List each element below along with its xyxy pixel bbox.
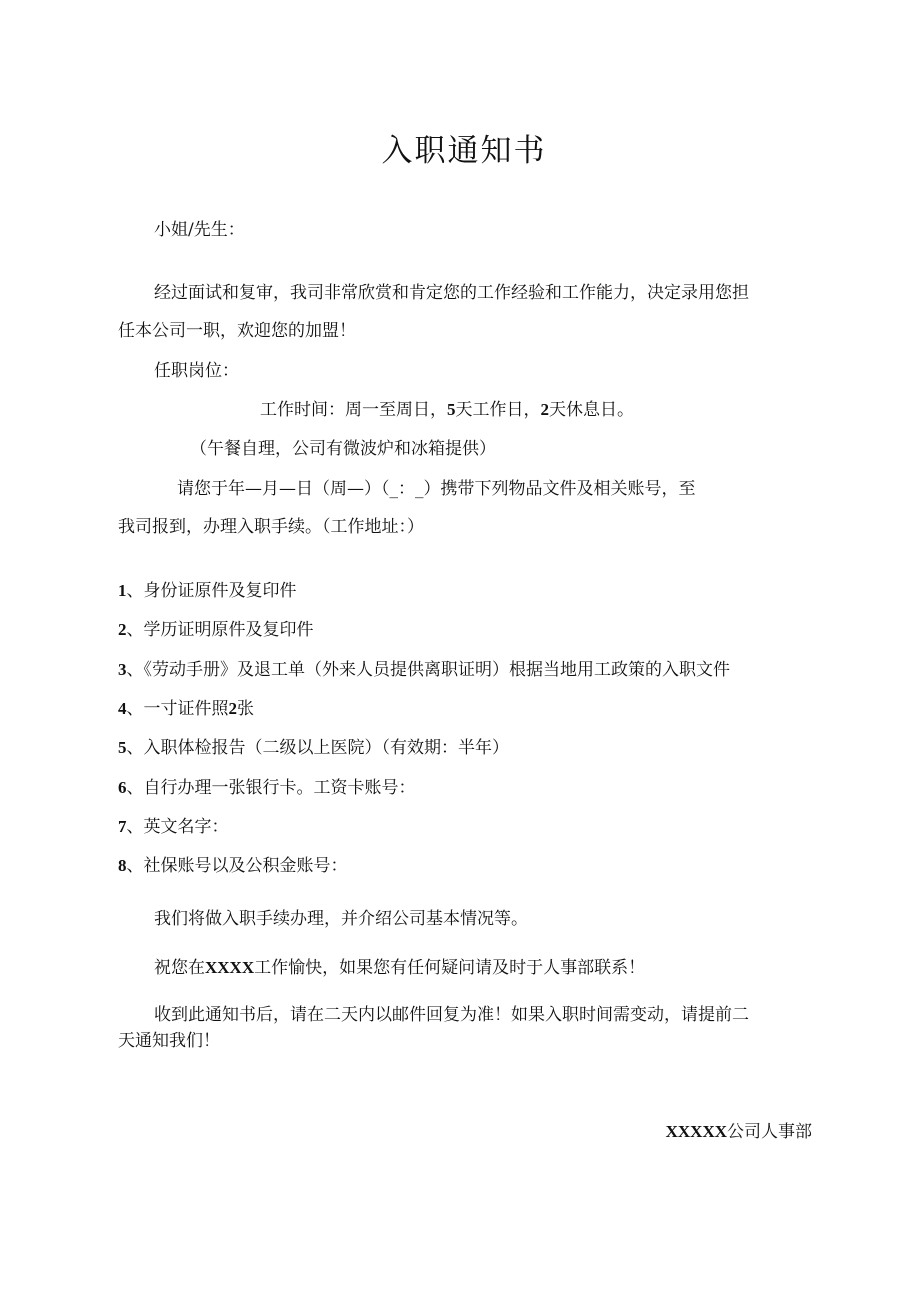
list-item-number: 4: [118, 699, 127, 718]
company-placeholder: XXXX: [205, 958, 255, 977]
list-item-number: 6: [118, 778, 127, 797]
list-item: [118, 853, 348, 879]
work-time-line: [260, 397, 634, 423]
signature-company: XXXXX: [665, 1122, 727, 1141]
closing-paragraph-2: [154, 955, 645, 981]
photo-count-unit: 张: [237, 699, 254, 719]
list-item: [118, 696, 254, 722]
closing-2-prefix: 祝您在: [154, 958, 205, 978]
list-item-number: 7: [118, 817, 127, 836]
signature-dept: 公司人事部: [727, 1122, 812, 1142]
list-item: [118, 617, 314, 643]
list-item: [118, 735, 509, 761]
closing-paragraph-3-line-2: 天通知我们！: [118, 1031, 220, 1051]
work-days-number: 5: [447, 400, 456, 419]
work-days-text: 天工作日，: [455, 400, 541, 420]
work-time-prefix: 工作时间：周一至周日，: [260, 400, 447, 420]
list-item-text: 、英文名字：: [126, 817, 229, 837]
list-item-number: 1: [118, 581, 127, 600]
list-item-number: 5: [118, 738, 127, 757]
document-title: 入职通知书: [381, 133, 547, 169]
list-item-number: 8: [118, 856, 127, 875]
lunch-note: （午餐自理，公司有微波炉和冰箱提供）: [190, 439, 496, 459]
signature: [666, 1119, 812, 1145]
list-item-text: 、入职体检报告（二级以上医院）（有效期：半年）: [126, 738, 509, 758]
list-item-number: 3: [118, 660, 127, 679]
list-item: [118, 578, 297, 604]
list-item: [118, 814, 229, 840]
list-item: [118, 775, 416, 801]
rest-days-number: 2: [540, 400, 549, 419]
position-label: 任职岗位：: [154, 361, 239, 381]
intro-paragraph-line-1: 经过面试和复审，我司非常欣赏和肯定您的工作经验和工作能力，决定录用您担: [154, 283, 749, 303]
intro-paragraph-line-2: 任本公司一职，欢迎您的加盟！: [118, 321, 356, 341]
list-item-text: 、社保账号以及公积金账号：: [126, 856, 348, 876]
list-item-text: 、一寸证件照: [126, 699, 229, 719]
photo-count: 2: [228, 699, 237, 718]
list-item-text: 、身份证原件及复印件: [126, 581, 297, 601]
salutation: 小姐/先生：: [154, 220, 245, 240]
closing-paragraph-1: 我们将做入职手续办理，并介绍公司基本情况等。: [154, 909, 528, 929]
list-item-text: 、自行办理一张银行卡。工资卡账号：: [126, 778, 416, 798]
closing-paragraph-3-line-1: 收到此通知书后，请在二天内以邮件回复为准！如果入职时间需变动，请提前二: [154, 1005, 749, 1025]
list-item-text: 、《劳动手册》及退工单（外来人员提供离职证明）根据当地用工政策的入职文件: [126, 660, 730, 680]
closing-2-suffix: 工作愉快，如果您有任何疑问请及时于人事部联系！: [254, 958, 646, 978]
report-line-1: 请您于年—月—日（周—）（_：_）携带下列物品文件及相关账号，至: [177, 479, 696, 499]
list-item-text: 、学历证明原件及复印件: [126, 620, 314, 640]
rest-days-text: 天休息日。: [549, 400, 634, 420]
report-line-2: 我司报到，办理入职手续。（工作地址：）: [118, 517, 424, 537]
list-item: [118, 657, 730, 683]
list-item-number: 2: [118, 620, 127, 639]
